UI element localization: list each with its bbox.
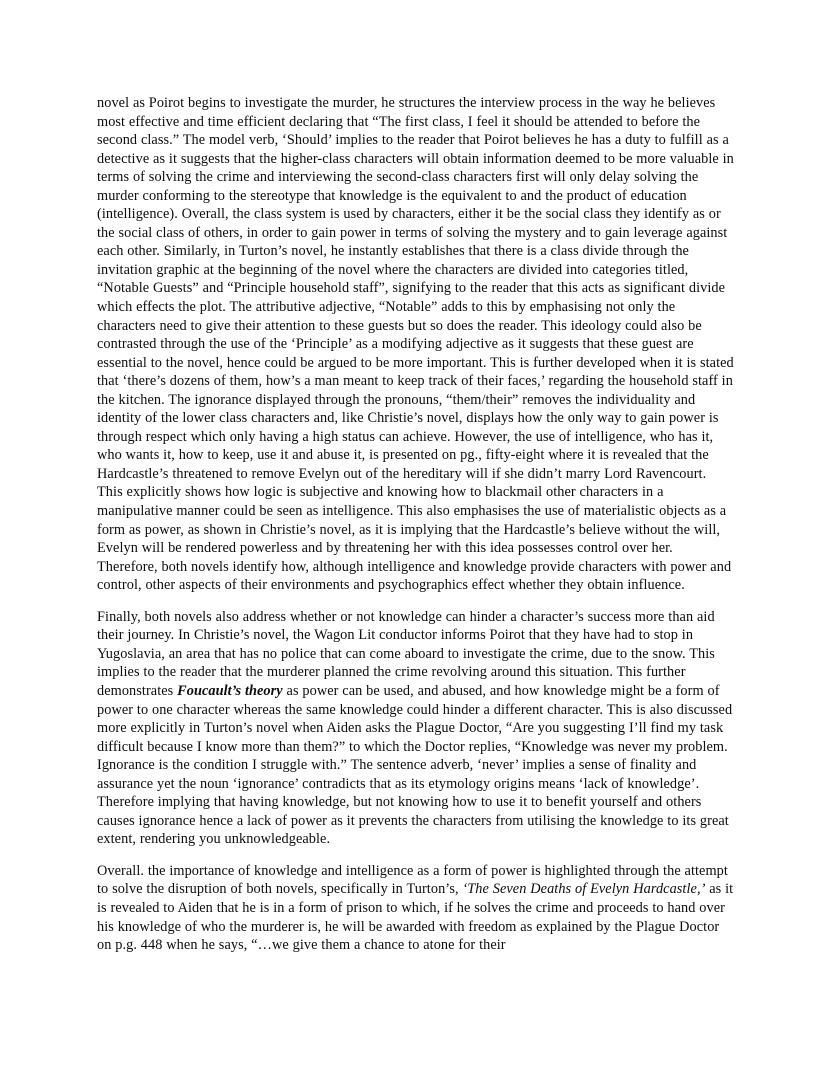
emphasis-bold-italic: Foucault’s theory [177,682,283,699]
paragraph-overall-conclusion [97,862,734,955]
paragraph-class-system [97,94,734,595]
document-text-column [97,94,734,955]
body-text-run: novel as Poirot begins to investigate the murder, he structures the interview process in the way he believes most effective and time efficient declaring that “The first class, I feel it should be attended to before the second class.” The model verb, ‘Should’ implies to the reader that Poirot believes he has a duty to fulfill as a detective as it suggests that the higher-class characters will obtain information deemed to be more valuable in terms of solving the crime and interviewing the second-class characters first will only delay solving the murder conforming to the stereotype that knowledge is the equivalent to and the product of education (intelligence). Overall, the class system is used by characters, either it be the social class they identify as or the social class of others, in order to gain power in terms of solving the mystery and to gain leverage against each other. Similarly, in Turton’s novel, he instantly establishes that there is a class divide through the invitation graphic at the beginning of the novel where the characters are divided into categories titled, “Notable Guests” and “Principle household staff”, signifying to the reader that this acts as significant divide which effects the plot. The attributive adjective, “Notable” adds to this by emphasising not only the characters need to give their attention to these guests but so does the reader. This ideology could also be contrasted through the use of the ‘Principle’ as a modifying adjective as it suggests that these guest are essential to the novel, hence could be argued to be more important. This is further developed when it is stated that ‘there’s dozens of them, how’s a man meant to keep track of their faces,’ regarding the household staff in the kitchen. The ignorance displayed through the pronouns, “them/their” removes the individuality and identity of the lower class characters and, like Christie’s novel, displays how the only way to gain power is through respect which only having a high status can achieve. However, the use of intelligence, who has it, who wants it, how to keep, use it and abuse it, is presented on pg., fifty-eight where it is revealed that the Hardcastle’s threatened to remove Evelyn out of the hereditary will if she didn’t marry Lord Ravencourt. This explicitly shows how logic is subjective and knowing how to blackmail other characters in a manipulative manner could be seen as intelligence. This also emphasises the use of materialistic objects as a form as power, as shown in Christie’s novel, as it is implying that the Hardcastle’s believe without the will, Evelyn will be rendered powerless and by threatening her with this idea possesses control over her. Therefore, both novels identify how, although intelligence and knowledge provide characters with power and control, other aspects of their environments and psychographics effect whether they obtain influence. [97,95,734,594]
body-text-run: as it is revealed to Aiden that he is in a form of prison to which, if he solves the crime and proceeds to hand over his knowledge of who the murderer is, he will be awarded with freedom as explained by the Plague Doctor on p.g. 448 when he says, “…we give them a chance to atone for their [97,881,734,954]
body-text-run: as power can be used, and abused, and how knowledge might be a form of power to one character whereas the same knowledge could hinder a different character. This is also discussed more explicitly in Turton’s novel when Aiden asks the Plague Doctor, “Are you suggesting I’ll find my task difficult because I know more than them?” to which the Doctor replies, “Knowledge was never my problem. Ignorance is the condition I struggle with.” The sentence adverb, ‘never’ implies a sense of finality and assurance yet the noun ‘ignorance’ contradicts that as its etymology origins means ‘lack of knowledge’. Therefore implying that having knowledge, but not knowing how to use it to benefit yourself and others causes ignorance hence a lack of power as it prevents the characters from utilising the knowledge to its great extent, rendering you unknowledgeable. [97,682,733,848]
paragraph-knowledge-hinder [97,608,734,849]
emphasis-italic-title: ‘The Seven Deaths of Evelyn Hardcastle,’ [462,881,706,898]
body-text-run: Overall. the importance of knowledge and intelligence as a form of power is highlighted through the attempt to solve the disruption of both novels, specifically in Turton’s, [97,862,728,898]
body-text-run: Finally, both novels also address whether or not knowledge can hinder a character’s success more than aid their journey. In Christie’s novel, the Wagon Lit conductor informs Poirot that they have had to stop in Yugoslavia, an area that has no police that can come aboard to investigate the crime, due to the snow. This implies to the reader that the murderer planned the crime revolving around this situation. This further demonstrates [97,608,715,699]
